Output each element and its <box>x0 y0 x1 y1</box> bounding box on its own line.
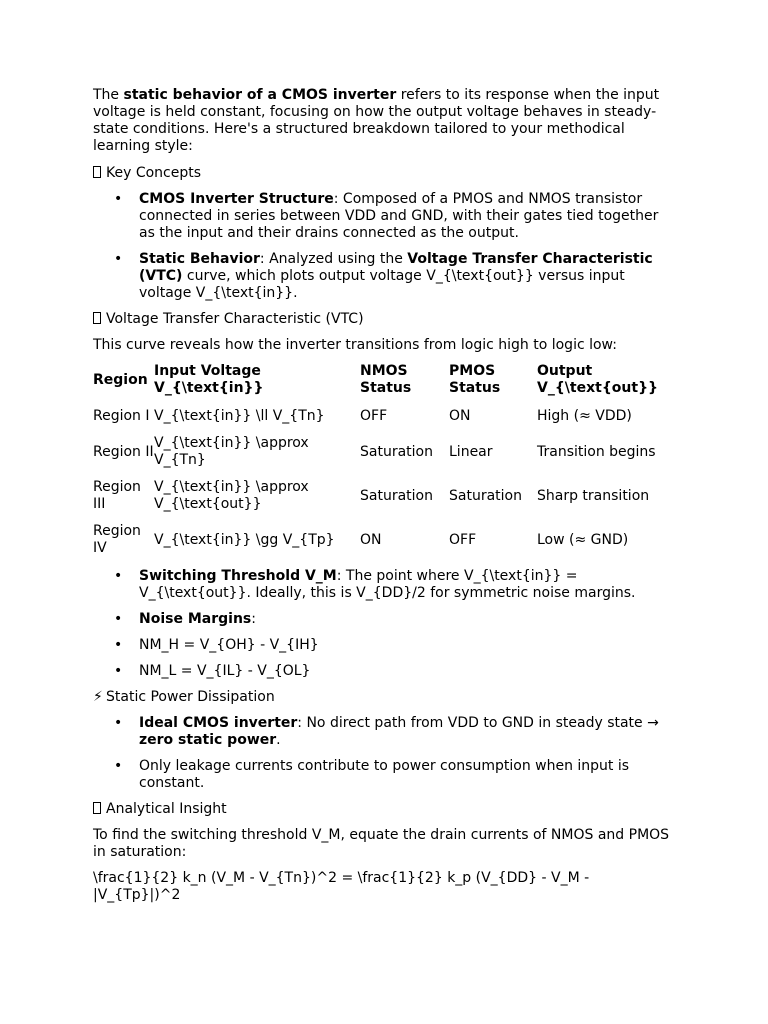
table-header: PMOS Status <box>449 363 501 396</box>
table-cell: Transition begins <box>537 443 656 460</box>
list-item-text: : Composed of a PMOS and NMOS transistor connected in series between VDD and GND, with their gates tied together as the input and their drains connected as the output. <box>139 191 659 241</box>
list-item-bold: Switching Threshold V_M <box>139 568 337 584</box>
power-heading <box>93 689 673 706</box>
lightning-icon: ⚡ <box>93 689 103 705</box>
vtc-heading <box>93 311 673 328</box>
table-cell: OFF <box>360 408 388 424</box>
table-header-row <box>93 361 673 403</box>
table-cell: Region II <box>93 443 154 460</box>
table-row <box>93 430 673 474</box>
list-item <box>93 637 673 654</box>
table-row <box>93 403 673 430</box>
table-cell: V_{\text{in}} \gg V_{Tp} <box>154 531 335 548</box>
list-item-bold: Voltage Transfer Characteristic (VTC) <box>139 251 653 284</box>
list-item-text: curve, which plots output voltage V_{\text{out}} versus input voltage V_{\text{in}}. <box>139 268 625 301</box>
intro-paragraph <box>93 87 673 155</box>
key-concepts-list <box>93 191 673 302</box>
switching-threshold-formula: \frac{1}{2} k_n (V_M - V_{Tn})^2 = \frac{1}{2} k_p (V_{DD} - V_M - |V_{Tp}|)^2 <box>93 870 590 903</box>
analytical-intro: To find the switching threshold V_M, equate the drain currents of NMOS and PMOS in saturation: <box>93 827 670 860</box>
list-item <box>93 251 673 302</box>
vtc-intro: This curve reveals how the inverter transitions from logic high to logic low: <box>93 337 617 353</box>
intro-suffix: refers to its response when the input voltage is held constant, focusing on how the output voltage behaves in steady-state conditions. Here's a structured breakdown tailored to your methodical learning style: <box>93 87 660 154</box>
box-glyph-icon <box>93 802 101 814</box>
document-body <box>93 87 673 904</box>
table-cell: ON <box>360 531 382 548</box>
list-item <box>93 663 673 680</box>
list-item-bold: Static Behavior <box>139 251 260 267</box>
list-item <box>93 191 673 242</box>
box-glyph-icon <box>93 166 101 178</box>
key-concepts-title: Key Concepts <box>106 165 202 181</box>
list-item-text: NM_L = V_{IL} - V_{OL} <box>139 663 311 679</box>
key-concepts-heading <box>93 165 673 182</box>
list-item-text: NM_H = V_{OH} - V_{IH} <box>139 637 319 653</box>
table-header: Input Voltage V_{\text{in}} <box>154 363 264 396</box>
analytical-heading <box>93 801 673 818</box>
table-header: Region <box>93 371 148 388</box>
list-item <box>93 715 673 749</box>
table-header: NMOS Status <box>360 363 412 396</box>
box-glyph-icon <box>93 312 101 324</box>
power-title: Static Power Dissipation <box>106 689 275 705</box>
intro-bold: static behavior of a CMOS inverter <box>123 87 397 103</box>
list-item-bold: Noise Margins <box>139 611 252 627</box>
table-cell: Region I <box>93 408 150 424</box>
vtc-list <box>93 568 673 680</box>
list-item-text: : Analyzed using the <box>259 251 408 267</box>
table-cell: Region III <box>93 479 141 512</box>
list-item <box>93 568 673 602</box>
table-cell: Saturation <box>360 487 433 504</box>
list-item-bold: CMOS Inverter Structure <box>139 191 334 207</box>
intro-prefix: The <box>93 87 124 103</box>
table-cell: V_{\text{in}} \approx V_{Tn} <box>154 435 309 468</box>
list-item-text: : No direct path from VDD to GND in steady state → <box>297 715 659 731</box>
list-item-text: . <box>276 732 281 748</box>
list-item-bold: Ideal CMOS inverter <box>139 715 298 731</box>
table-cell: Linear <box>449 443 493 460</box>
table-cell: Sharp transition <box>537 487 650 504</box>
table-row <box>93 474 673 518</box>
table-cell: High (≈ VDD) <box>537 408 632 424</box>
table-cell: V_{\text{in}} \approx V_{\text{out}} <box>154 479 309 512</box>
table-cell: Region IV <box>93 523 141 556</box>
table-row <box>93 518 673 562</box>
vtc-table <box>93 361 673 562</box>
analytical-title: Analytical Insight <box>106 801 227 817</box>
table-cell: Saturation <box>360 443 433 460</box>
list-item-text: : <box>251 611 256 627</box>
table-cell: Saturation <box>449 487 522 504</box>
table-cell: ON <box>449 408 471 424</box>
table-cell: OFF <box>449 531 477 548</box>
list-item-text: : The point where V_{\text{in}} = V_{\text{out}}. Ideally, this is V_{DD}/2 for symmetric noise margins. <box>139 568 636 601</box>
table-header: Output V_{\text{out}} <box>537 363 659 396</box>
table-cell: V_{\text{in}} \ll V_{Tn} <box>154 408 325 424</box>
table-cell: Low (≈ GND) <box>537 531 629 548</box>
list-item-bold: zero static power <box>139 732 277 748</box>
list-item <box>93 611 673 628</box>
vtc-title: Voltage Transfer Characteristic (VTC) <box>106 311 364 327</box>
list-item-text: Only leakage currents contribute to power consumption when input is constant. <box>139 758 630 791</box>
list-item <box>93 758 673 792</box>
power-list <box>93 715 673 792</box>
